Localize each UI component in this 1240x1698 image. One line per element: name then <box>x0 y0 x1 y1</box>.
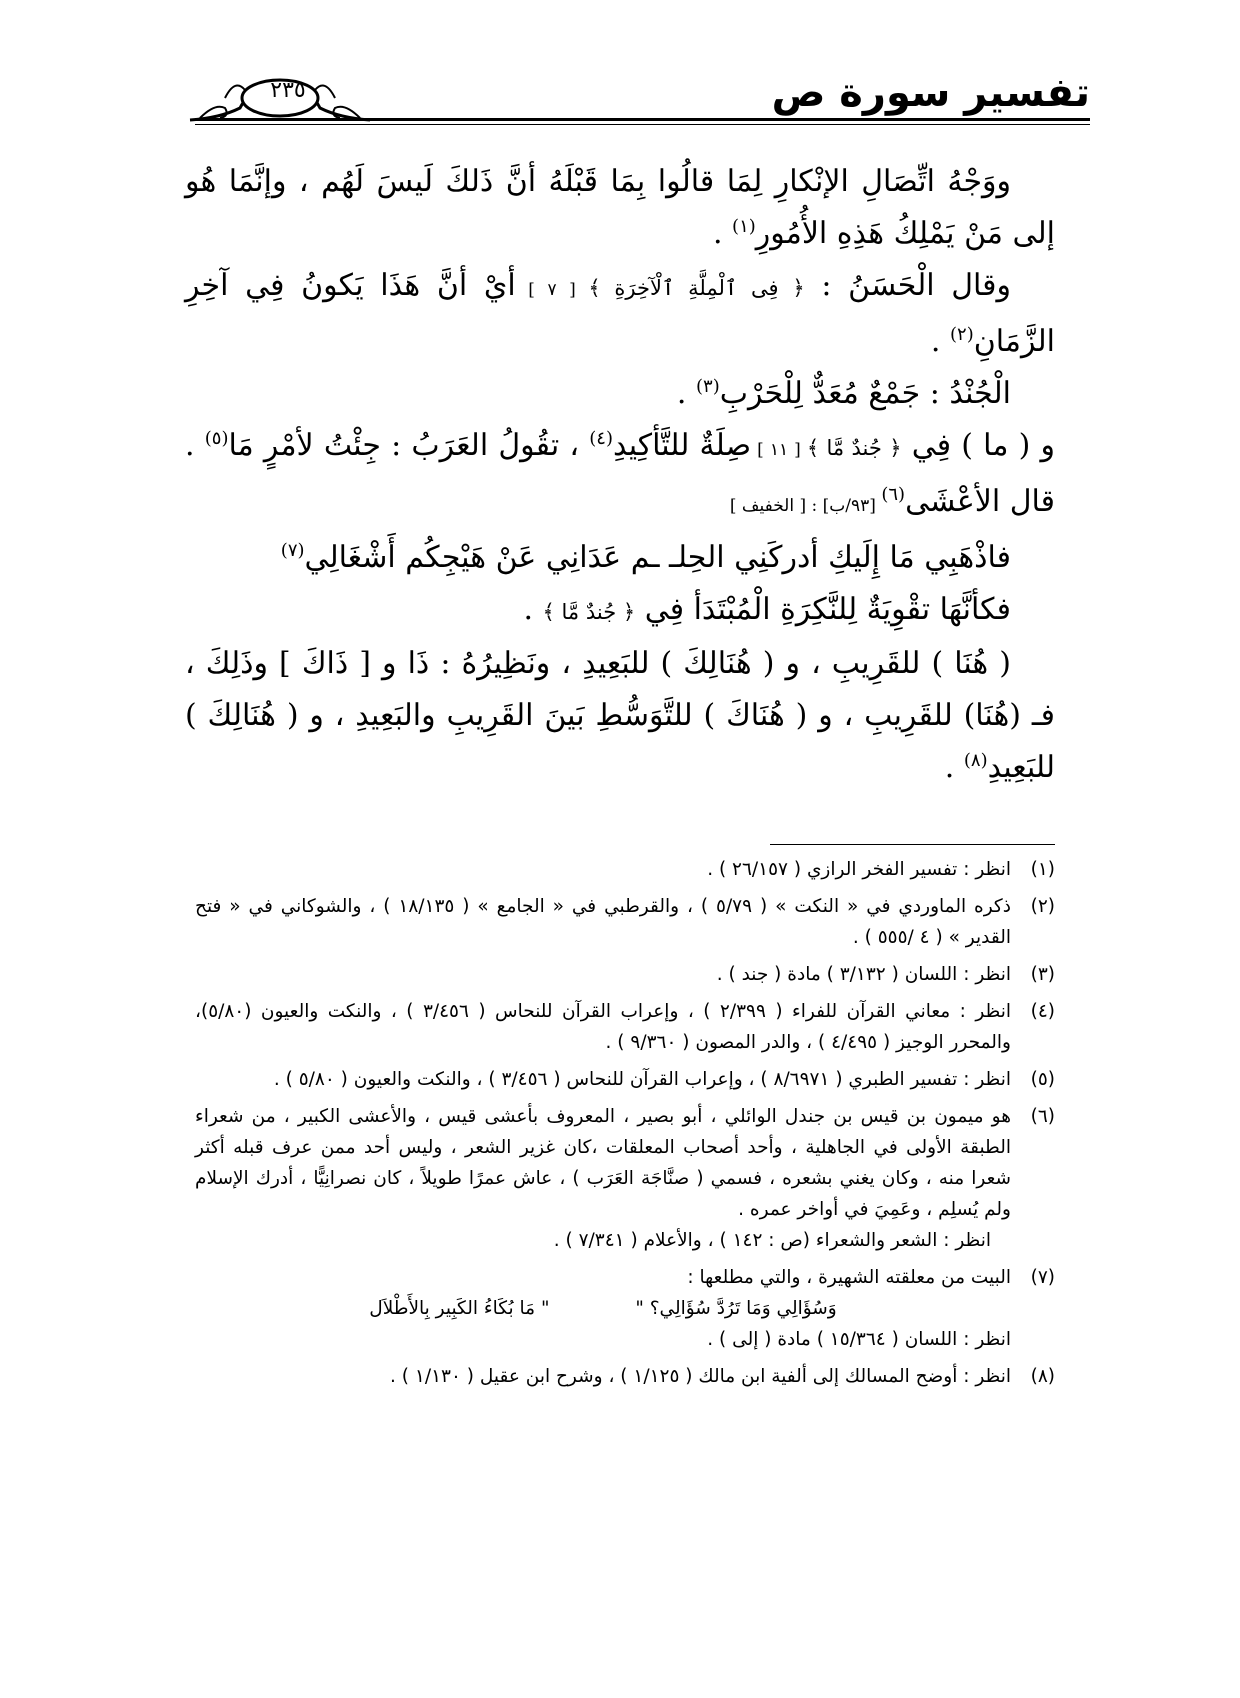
quran-quote: ﴿ جُندٌ مَّا ﴾ <box>806 436 902 460</box>
page-number: ٢٣٥ <box>270 78 306 103</box>
page-header <box>0 0 1240 150</box>
quran-quote: ﴿ جُندٌ مَّا ﴾ <box>542 600 636 624</box>
footnote-ref: (٧) <box>280 540 305 561</box>
footnote-ref: (٢) <box>949 324 974 345</box>
paragraph-7: ( هُنَا ) للقَرِيبِ ، و ( هُنَالِكَ ) للبَعِيدِ ، ونَظِيرُهُ : ذَا و [ ذَاكَ ] وذَلِكَ ، فـ (هُنَا) للقَرِيبِ ، و ( هُنَاكَ ) للتَّوَسُّطِ بَينَ القَرِيبِ والبَعِيدِ ، و ( هُنَالِكَ ) للبَعِيدِ$^{(٨)}$ . <box>185 646 1055 785</box>
footnote-2: (٢) ذكره الماوردي في « النكت » ( ٥/٧٩ ) ، والقرطبي في « الجامع » ( ١٨/١٣٥ ) ، والشوكاني في « فتح القدير » ( ٤ /٥٥٥ ) . <box>195 896 1055 948</box>
manuscript-meta: [٩٣/ب] : [ الخفيف ] <box>729 496 882 516</box>
footnote-ref: (٦) <box>881 484 906 505</box>
footnote-6: (٦) هو ميمون بن قيس بن جندل الوائلي ، أبو بصير ، المعروف بأعشى قيس ، والأعشى الكبير ، من شعراء الطبقة الأولى في الجاهلية ، وأحد أصحاب المعلقات ،كان غزير الشعر ، وليس أحد ممن عرف قبله أكثر شعرا منه ، وكان يغني بشعره ، فسمي ( صنَّاجَة العَرَب ) ، عاش عمرًا طويلاً ، كان نصرانِيًّا ، أدرك الإسلام ولم يُسلِم ، وعَمِيَ في أواخر عمره . انظر : الشعر والشعراء (ص : ١٤٢ ) ، والأعلام ( ٧/٣٤١ ) . <box>195 1106 1055 1251</box>
footnote-ref: (٤) <box>589 428 613 449</box>
running-title: تفسير سورة ص <box>771 70 1090 116</box>
footnote-1: (١) انظر : تفسير الفخر الرازي ( ٢٦/١٥٧ ) . <box>707 859 1055 880</box>
paragraph-6: فكأنَّهَا تقْوِيَةٌ لِلنَّكِرَةِ الْمُبْتَدَأ فِي ﴿ جُندٌ مَّا ﴾ . <box>523 592 1011 627</box>
footnote-ref: (١) <box>732 216 756 237</box>
footnote-separator <box>770 844 1055 845</box>
footnote-4: (٤) انظر : معاني القرآن للفراء ( ٢/٣٩٩ ) ، وإعراب القرآن للنحاس ( ٣/٤٥٦ ) ، والنكت والعيون (٥/٨٠)، والمحرر الوجيز ( ٤/٤٩٥ ) ، والدر المصون ( ٩/٣٦٠ ) . <box>195 1001 1055 1053</box>
paragraph-4: و ( ما ) فِي ﴿ جُندٌ مَّا ﴾ [ ١١ ] صِلَةٌ للتَّأكِيدِ$^{(٤)}$ ، تقُولُ العَرَبُ : جِئْتُ لأمْرٍ مَا$^{(٥)}$ . قال الأعْشَى$^{(٦)}$ [٩٣/ب] : [ الخفيف ] <box>185 428 1055 519</box>
header-rule-thin <box>195 124 1090 125</box>
footnote-verse: وَسُؤَالِي وَمَا تَرُدَّ سُؤَالِي؟ " " مَا بُكَاءُ الكَبِير بِالأَطْلاَل <box>369 1298 837 1319</box>
header-rule <box>195 118 1090 121</box>
footnote-3: (٣) انظر : اللسان ( ٣/١٣٢ ) مادة ( جند ) . <box>716 964 1055 985</box>
paragraph-1: ووَجْهُ اتِّصَالِ الإنْكارِ لِمَا قالُوا بِمَا قَبْلَهُ أنَّ ذَلكَ لَيسَ لَهُم ، وإنَّمَا هُو إلى مَنْ يَمْلِكُ هَذِهِ الأُمُورِ$^{(١)}$ . <box>185 164 1055 251</box>
footnote-ref: (٥) <box>204 428 229 449</box>
footnote-8: (٨) انظر : أوضح المسالك إلى ألفية ابن مالك ( ١/١٢٥ ) ، وشرح ابن عقيل ( ١/١٣٠ ) . <box>390 1366 1055 1387</box>
verse-number: [ ١١ ] <box>751 440 807 460</box>
footnote-ref: (٨) <box>963 750 988 771</box>
quran-quote: ﴿ فِى ٱلْمِلَّةِ ٱلْآخِرَةِ ﴾ <box>588 276 805 300</box>
footnotes <box>195 854 1055 1398</box>
poetry-verse: فاذْهَبِي مَا إِلَيكِ أدركَنِي الحِلـ ـم عَدَانِي عَنْ هَيْجِكُم أَشْغَالِي$^{(٧)}$ <box>280 540 1011 575</box>
main-text <box>185 156 1055 794</box>
verse-number: [ ٧ ] <box>515 280 589 300</box>
paragraph-2: وقال الْحَسَنُ : ﴿ فِى ٱلْمِلَّةِ ٱلْآخِرَةِ ﴾ [ ٧ ] أيْ أنَّ هَذَا يَكونُ فِي آخِرِ الزَّمَانِ$^{(٢)}$ . <box>185 268 1055 359</box>
footnote-7: (٧) البيت من معلقته الشهيرة ، والتي مطلعها : وَسُؤَالِي وَمَا تَرُدَّ سُؤَالِي؟ " " مَا بُكَاءُ الكَبِير بِالأَطْلاَل انظر : اللسان ( ١٥/٣٦٤ ) مادة ( إلى ) . <box>195 1262 1055 1355</box>
paragraph-3: الْجُنْدُ : جَمْعٌ مُعَدٌّ لِلْحَرْبِ$^{(٣)}$ . <box>676 376 1011 411</box>
footnote-5: (٥) انظر : تفسير الطبري ( ٨/٦٩٧١ ) ، وإعراب القرآن للنحاس ( ٣/٤٥٦ ) ، والنكت والعيون ( ٥/٨٠ ) . <box>273 1069 1055 1090</box>
footnote-ref: (٣) <box>695 376 720 397</box>
